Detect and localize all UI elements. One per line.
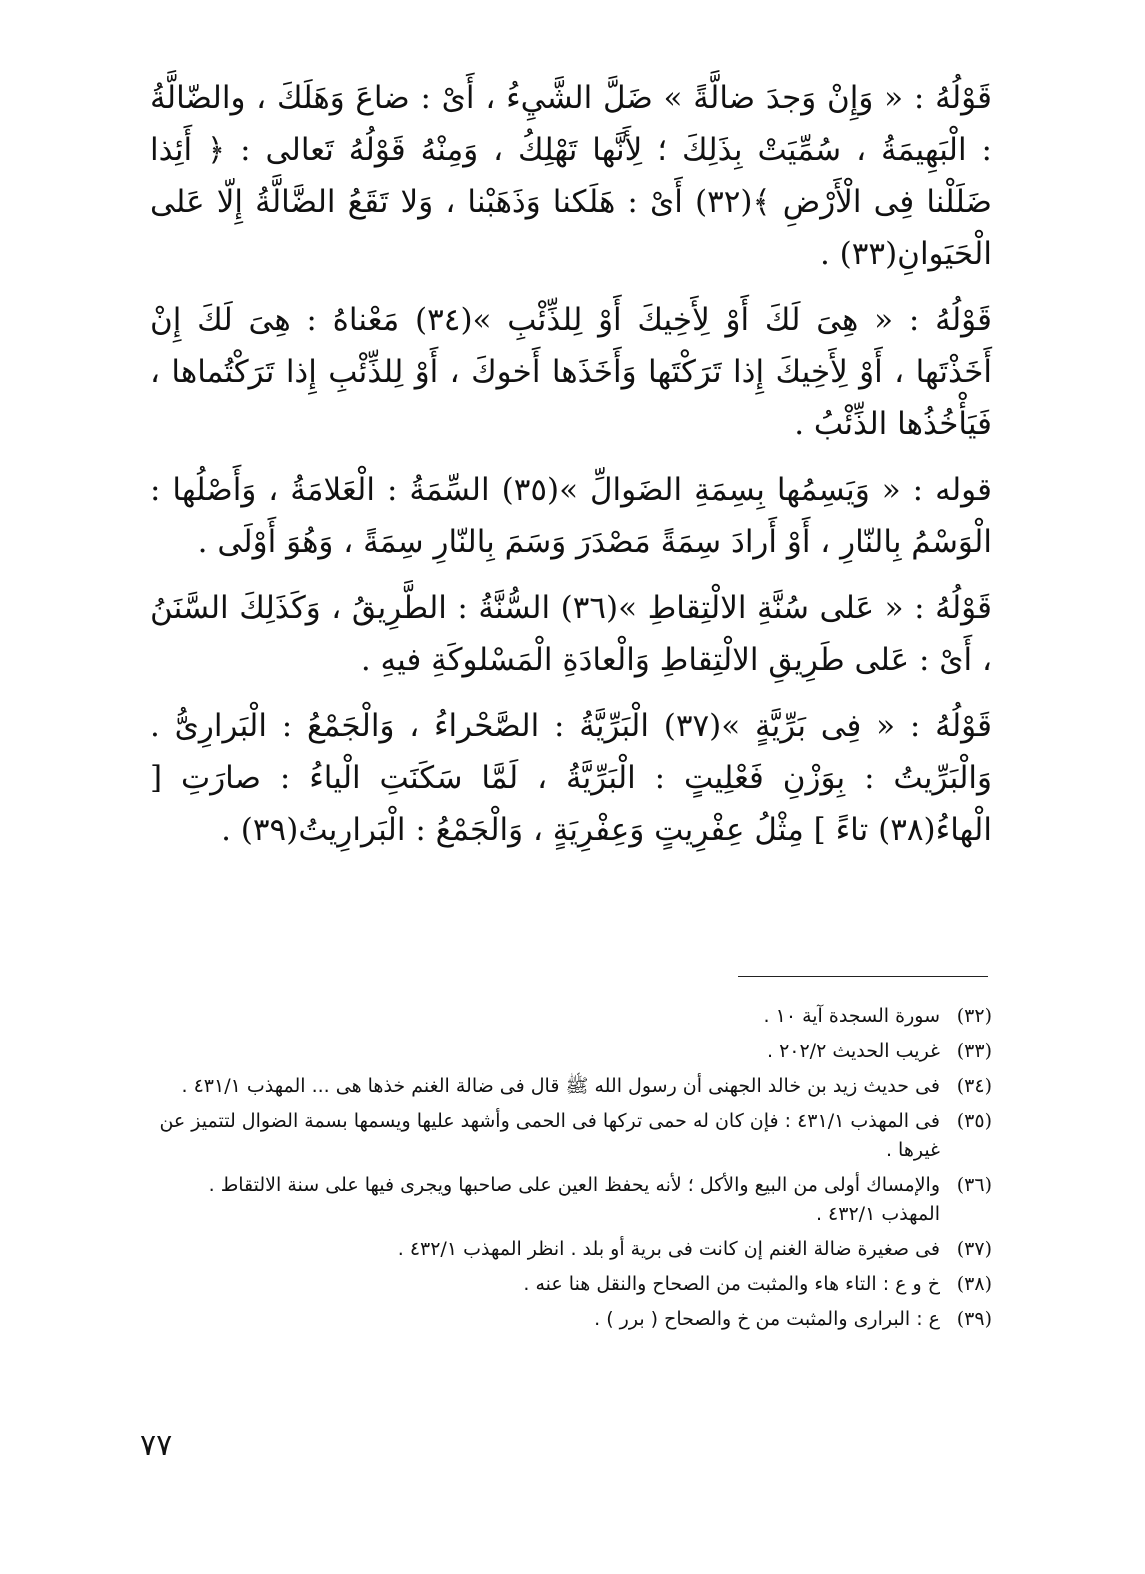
footnote-text: فى المهذب ٤٣١/١ : فإن كان له حمى تركها فى الحمى وأشهد عليها ويسمها بسمة الضوال لتتميز عن غيرها . <box>159 1110 940 1161</box>
page-number: ٧٧ <box>140 1428 173 1463</box>
footnote-separator <box>738 976 988 977</box>
paragraph: قَوْلُهُ : « هِىَ لَكَ أَوْ لِأَخِيكَ أَوْ لِلذِّئْبِ »(٣٤) مَعْناهُ : هِىَ لَكَ إِنْ أَخَذْتَها ، أَوْ لِأَخِيكَ إِذا تَرَكْتَها وَأَخَذَها أَخوكَ ، أَوْ لِلذِّئْبِ إِذا تَرَكْتُماها ، فَيَأْخُذُها الذِّئْبُ . <box>150 302 993 442</box>
footnote <box>150 1235 992 1264</box>
footnote-text: غريب الحديث ٢٠٢/٢ . <box>766 1040 940 1062</box>
footnote <box>150 1072 992 1101</box>
footnote-text: فى حديث زيد بن خالد الجهنى أن رسول الله ﷺ قال فى ضالة الغنم خذها هى ... المهذب ٤٣١/١ . <box>181 1075 940 1097</box>
footnote-number: (٣٥) <box>956 1110 992 1132</box>
footnote-text: والإمساك أولى من البيع والأكل ؛ لأنه يحفظ العين على صاحبها ويجرى فيها على سنة الالتقاط . المهذب ٤٣٢/١ . <box>208 1174 940 1225</box>
footnote-number: (٣٣) <box>956 1040 992 1062</box>
footnote-text: فى صغيرة ضالة الغنم إن كانت فى برية أو بلد . انظر المهذب ٤٣٢/١ . <box>397 1238 940 1260</box>
footnote <box>150 1002 992 1031</box>
paragraph: قَوْلُهُ : « وَإِنْ وَجدَ ضالَّةً » ضَلَّ الشَّيِءُ ، أَىْ : ضاعَ وَهَلَكَ ، والضّالَّةُ : الْبَهِيمَةُ ، سُمِّيَتْ بِذَلِكَ ؛ لِأَنَّها تَهْلِكُ ، وَمِنْهُ قَوْلُهُ تَعالى : ﴿ أَئِذا ضَلَلْنا فِى الْأَرْضِ ﴾(٣٢) أَىْ : هَلَكنا وَذَهَبْنا ، وَلا تَقَعُ الضَّالَّةُ إِلّا عَلى الْحَيَوانِ(٣٣) . <box>150 80 992 272</box>
footnote-text: سورة السجدة آية ١٠ . <box>763 1005 940 1027</box>
footnote <box>150 1171 992 1229</box>
footnotes <box>150 1002 992 1340</box>
footnote-number: (٣٩) <box>956 1308 992 1330</box>
footnote-number: (٣٦) <box>956 1174 992 1196</box>
paragraph: قَوْلُهُ : « عَلى سُنَّةِ الالْتِقاطِ »(٣٦) السُّنَّةُ : الطَّرِيقُ ، وَكَذَلِكَ السَّنَنُ ، أَىْ : عَلى طَرِيقِ الالْتِقاطِ وَالْعادَةِ الْمَسْلوكَةِ فيهِ . <box>150 590 992 678</box>
footnote <box>150 1305 992 1334</box>
footnote-text: ع : البرارى والمثبت من خ والصحاح ( برر ) . <box>594 1308 940 1330</box>
paragraph: قوله : « وَيَسِمُها بِسِمَةِ الضَوالِّ »(٣٥) السِّمَةُ : الْعَلامَةُ ، وَأَصْلُها : الْوَسْمُ بِالنّارِ ، أَوْ أَرادَ سِمَةً مَصْدَرَ وَسَمَ بِالنّارِ سِمَةً ، وَهُوَ أَوْلَى . <box>150 472 992 560</box>
footnote <box>150 1037 992 1066</box>
footnote <box>150 1270 992 1299</box>
footnote-number: (٣٨) <box>956 1273 992 1295</box>
main-text <box>150 72 992 870</box>
paragraph: قَوْلُهُ : « فِى بَرِّيَّةٍ »(٣٧) الْبَرِّيَّةُ : الصَّحْراءُ ، وَالْجَمْعُ : الْبَرارِىُّ . وَالْبَرِّيتُ : بِوَزْنِ فَعْلِيتٍ : الْبَرِّيَّةُ ، لَمَّا سَكَنَتِ الْياءُ : صارَتِ [ الْهاءُ(٣٨) تاءً ] مِثْلُ عِفْرِيتٍ وَعِفْرِيَةٍ ، وَالْجَمْعُ : الْبَرارِيتُ(٣٩) . <box>150 708 992 848</box>
footnote <box>150 1107 992 1165</box>
footnote-number: (٣٢) <box>956 1005 992 1027</box>
footnote-number: (٣٧) <box>956 1238 992 1260</box>
footnote-number: (٣٤) <box>956 1075 992 1097</box>
footnote-text: خ و ع : التاء هاء والمثبت من الصحاح والنقل هنا عنه . <box>523 1273 940 1295</box>
